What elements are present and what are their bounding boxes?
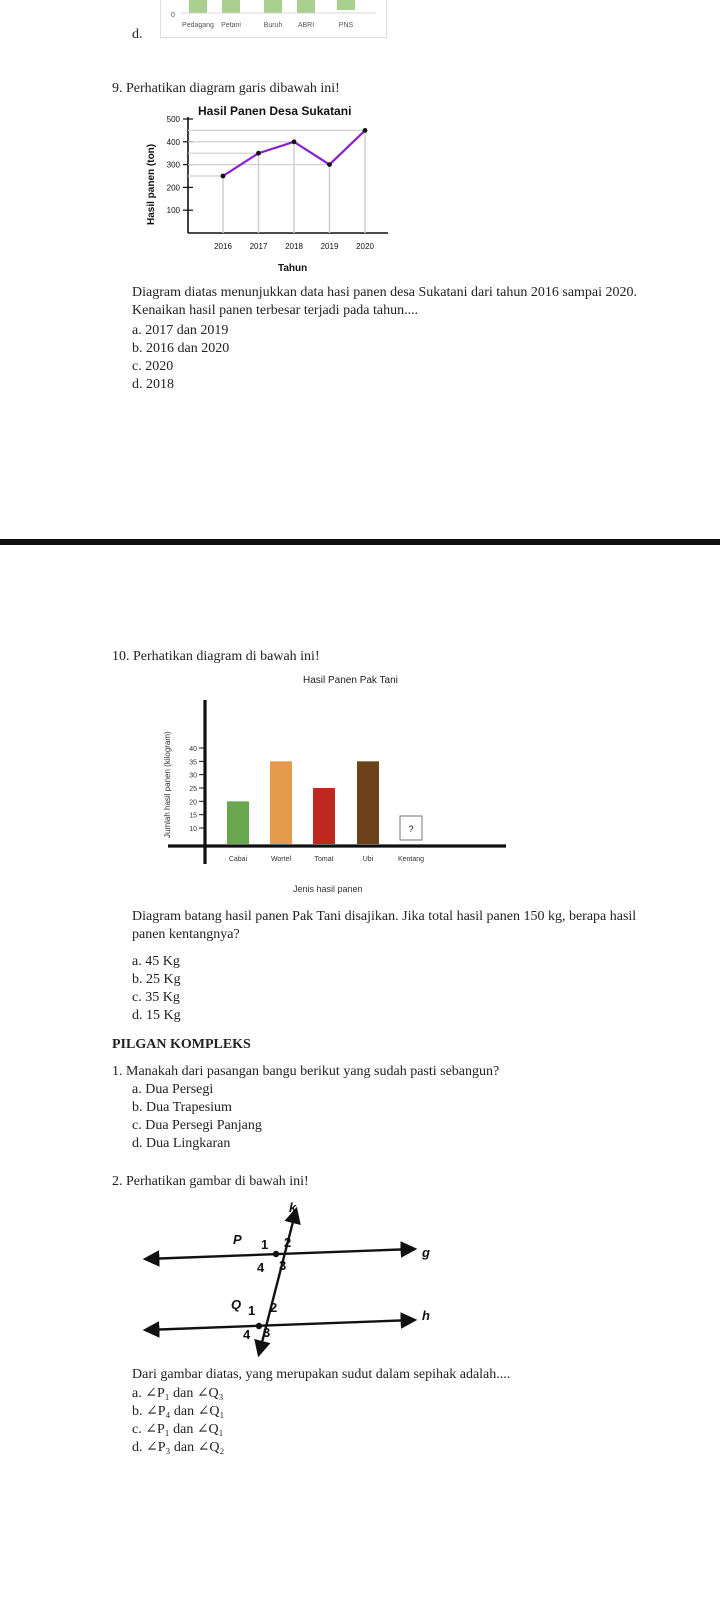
- q9-option-a[interactable]: a. 2017 dan 2019: [132, 323, 229, 338]
- label-Q-angle-2: 2: [270, 1300, 278, 1315]
- point-Q: [256, 1323, 262, 1329]
- bar-chart-y-tick-label: 25: [189, 786, 197, 793]
- bar-chart-category-label: Kentang: [397, 856, 425, 863]
- label-P-angle-4: 4: [257, 1260, 265, 1275]
- line-chart-y-tick-label: 100: [166, 206, 180, 216]
- q10-bar-chart: [158, 668, 528, 900]
- parallel-lines-figure: [136, 1192, 446, 1360]
- fragment-bar-pedagang: [189, 0, 207, 13]
- bar-chart-title: Hasil Panen Pak Tani: [303, 675, 398, 686]
- bar-chart-y-tick-label: 10: [189, 826, 197, 833]
- bar-chart-svg: [158, 668, 528, 900]
- k1-option-d[interactable]: d. Dua Lingkaran: [132, 1136, 231, 1151]
- fragment-svg: [161, 0, 386, 37]
- label-g: g: [422, 1245, 430, 1260]
- fragment-category-label: Buruh: [263, 22, 283, 29]
- fragment-bar-petani: [222, 0, 240, 13]
- q9-option-c[interactable]: c. 2020: [132, 359, 174, 374]
- k1-option-c[interactable]: c. Dua Persegi Panjang: [132, 1118, 262, 1133]
- fragment-category-label: ABRI: [297, 22, 315, 29]
- fragment-bar-buruh: [264, 0, 282, 13]
- line-chart-x-tick-label: 2020: [356, 242, 374, 251]
- bar-chart-category-label: Cabai: [228, 856, 248, 863]
- label-P: P: [233, 1232, 242, 1247]
- line-chart-x-tick-label: 2018: [285, 242, 303, 251]
- q9-line-chart: [138, 100, 398, 278]
- q10-prompt: 10. Perhatikan diagram di bawah ini!: [112, 649, 320, 664]
- label-P-angle-2: 2: [284, 1235, 292, 1250]
- line-h: [146, 1320, 414, 1330]
- section-title: PILGAN KOMPLEKS: [112, 1037, 251, 1052]
- bar-wortel: [270, 761, 292, 844]
- line-chart-x-tick-label: 2016: [214, 242, 232, 251]
- q9-text: Diagram diatas menunjukkan data hasi panen desa Sukatani dari tahun 2016 sampai 2020. Kenaikan hasil panen terbesar terjadi pada tahun....: [132, 285, 638, 318]
- fragment-bar-pns: [337, 0, 355, 10]
- q9-option-b[interactable]: b. 2016 dan 2020: [132, 341, 230, 356]
- line-chart-y-tick-label: 200: [166, 183, 180, 193]
- label-P-angle-3: 3: [279, 1258, 287, 1273]
- line-chart-point: [221, 174, 226, 179]
- line-chart-svg: [138, 100, 398, 278]
- k1-option-a[interactable]: a. Dua Persegi: [132, 1082, 214, 1097]
- page-divider: [0, 539, 720, 545]
- q9-option-d[interactable]: d. 2018: [132, 377, 174, 392]
- fragment-zero-tick: 0: [171, 12, 175, 19]
- fragment-category-label: Pedagang: [182, 22, 214, 29]
- bar-chart-y-tick-label: 15: [189, 812, 197, 820]
- line-chart-point: [327, 162, 332, 167]
- bar-tomat: [313, 788, 335, 844]
- label-Q-angle-4: 4: [243, 1327, 251, 1342]
- bar-unknown-label: ?: [408, 824, 414, 834]
- line-chart-y-tick-label: 400: [166, 137, 180, 147]
- k2-prompt: 2. Perhatikan gambar di bawah ini!: [112, 1174, 309, 1189]
- line-chart-x-tick-label: 2019: [320, 242, 339, 251]
- line-chart-point: [292, 139, 297, 144]
- fragment-bar-abri: [297, 0, 315, 13]
- line-chart-point: [363, 128, 368, 133]
- point-P: [273, 1251, 279, 1257]
- previous-option-d: d.: [132, 27, 143, 42]
- k1-option-b[interactable]: b. Dua Trapesium: [132, 1100, 232, 1115]
- q10-text: Diagram batang hasil panen Pak Tani disajikan. Jika total hasil panen 150 kg, berapa hasil panen kentangnya?: [132, 909, 637, 942]
- bar-chart-ylabel: Jumlah hasil panen (kilogram): [163, 731, 172, 838]
- label-Q-angle-1: 1: [248, 1303, 256, 1318]
- bar-chart-y-tick-label: 30: [189, 772, 197, 780]
- q10-option-d[interactable]: d. 15 Kg: [132, 1008, 181, 1023]
- label-h: h: [422, 1308, 430, 1323]
- bar-chart-category-label: Wortel: [270, 856, 292, 863]
- q9-prompt: 9. Perhatikan diagram garis dibawah ini!: [112, 81, 340, 96]
- fragment-category-label: Petani: [221, 22, 241, 29]
- label-P-angle-1: 1: [261, 1237, 269, 1252]
- bar-chart-category-label: Ubi: [362, 856, 374, 863]
- bar-chart-y-tick-label: 35: [189, 759, 197, 767]
- k2-text: Dari gambar diatas, yang merupakan sudut dalam sepihak adalah....: [132, 1367, 511, 1382]
- label-Q-angle-3: 3: [263, 1325, 271, 1340]
- line-chart-ylabel: Hasil panen (ton): [146, 143, 157, 225]
- label-k: k: [289, 1200, 297, 1215]
- bar-ubi: [357, 761, 379, 844]
- k2-option-c[interactable]: c. ∠P₁ dan ∠Q₁: [132, 1422, 224, 1437]
- bar-chart-category-label: Tomat: [314, 856, 334, 863]
- line-chart-y-tick-label: 500: [166, 115, 180, 124]
- line-chart-y-tick-label: 300: [166, 160, 180, 170]
- line-chart-point: [256, 151, 261, 156]
- q10-option-a[interactable]: a. 45 Kg: [132, 954, 180, 969]
- k2-option-b[interactable]: b. ∠P₄ dan ∠Q₁: [132, 1404, 225, 1419]
- bar-cabai: [227, 801, 249, 844]
- bar-chart-xlabel: Jenis hasil panen: [293, 884, 363, 894]
- k2-option-d[interactable]: d. ∠P₃ dan ∠Q₂: [132, 1440, 225, 1455]
- parallel-lines-svg: [136, 1192, 446, 1360]
- line-chart-title: Hasil Panen Desa Sukatani: [198, 104, 352, 118]
- fragment-category-label: PNS: [338, 22, 354, 29]
- line-chart-xlabel: Tahun: [278, 263, 308, 274]
- bar-chart-y-tick-label: 40: [189, 746, 197, 753]
- line-chart-x-tick-label: 2017: [249, 242, 268, 251]
- q10-option-b[interactable]: b. 25 Kg: [132, 972, 181, 987]
- k2-option-a[interactable]: a. ∠P₁ dan ∠Q₃: [132, 1386, 224, 1401]
- bar-chart-y-tick-label: 20: [189, 799, 197, 807]
- label-Q: Q: [231, 1297, 242, 1312]
- q10-option-c[interactable]: c. 35 Kg: [132, 990, 180, 1005]
- k1-prompt: 1. Manakah dari pasangan bangu berikut yang sudah pasti sebangun?: [112, 1064, 500, 1079]
- previous-chart-fragment: [160, 0, 387, 38]
